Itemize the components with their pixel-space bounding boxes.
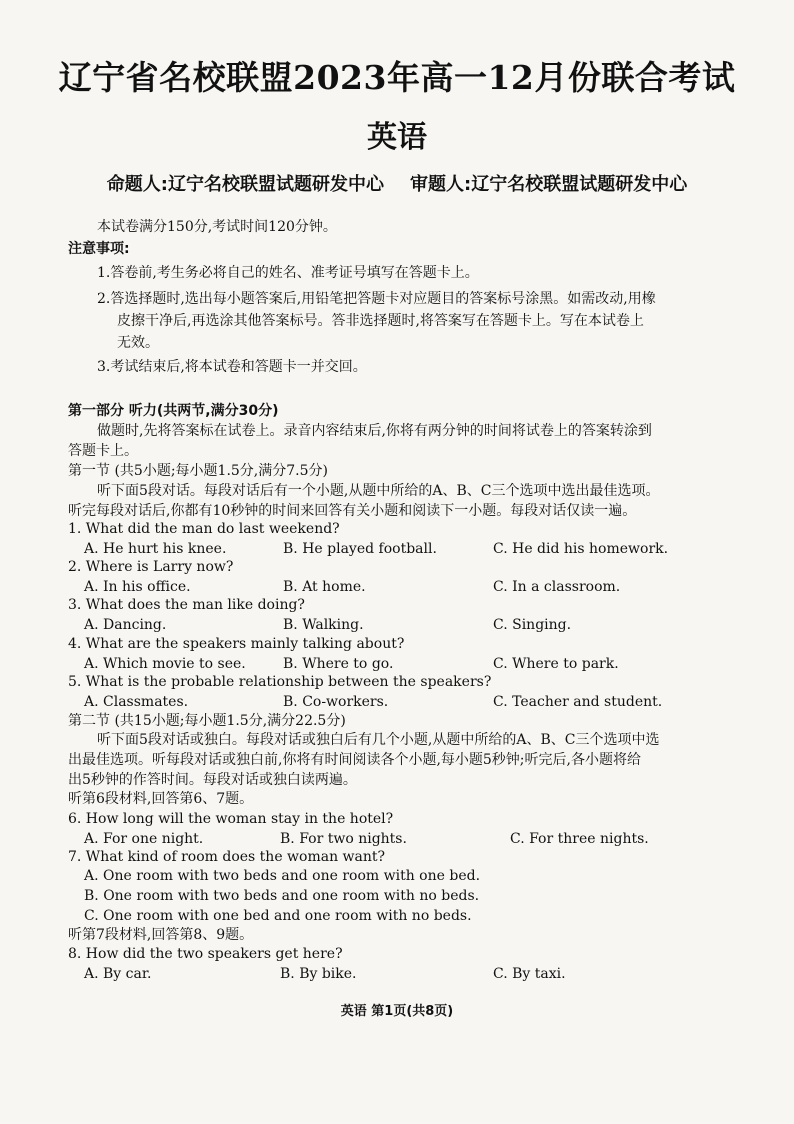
subject-title: 英语 bbox=[367, 120, 427, 155]
q6-option-c: C. For three nights. bbox=[510, 831, 649, 847]
q8-option-b: B. By bike. bbox=[280, 966, 357, 982]
material-6-label: 听第6段材料,回答第6、7题。 bbox=[68, 791, 254, 807]
q2-option-a: A. In his office. bbox=[84, 579, 191, 595]
q6-option-b: B. For two nights. bbox=[280, 831, 407, 847]
q5-option-b: B. Co-workers. bbox=[283, 694, 389, 710]
q4-option-a: A. Which movie to see. bbox=[84, 656, 246, 672]
q3-option-b: B. Walking. bbox=[283, 617, 364, 633]
part1-heading: 第一部分 听力(共两节,满分30分) bbox=[68, 403, 279, 419]
section1-instruction-cont: 听完每段对话后,你都有10秒钟的时间来回答有关小题和阅读下一小题。每段对话仅读一遍。 bbox=[68, 503, 637, 519]
q7-option-b: B. One room with two beds and one room with no beds. bbox=[84, 888, 480, 904]
notice-item-2: 2.答选择题时,选出每小题答案后,用铅笔把答题卡对应题目的答案标号涂黑。如需改动,用橡 bbox=[97, 291, 656, 307]
q8-option-c: C. By taxi. bbox=[493, 966, 566, 982]
q1-option-a: A. He hurt his knee. bbox=[84, 541, 227, 557]
question-4: 4. What are the speakers mainly talking about? bbox=[68, 636, 405, 652]
q8-option-a: A. By car. bbox=[84, 966, 152, 982]
material-7-label: 听第7段材料,回答第8、9题。 bbox=[68, 927, 254, 943]
author-label: 命题人:辽宁名校联盟试题研发中心 bbox=[106, 174, 384, 195]
intro-text: 本试卷满分150分,考试时间120分钟。 bbox=[97, 219, 337, 235]
section1-heading: 第一节 (共5小题;每小题1.5分,满分7.5分) bbox=[68, 463, 328, 479]
question-3: 3. What does the man like doing? bbox=[68, 597, 305, 613]
q6-option-a: A. For one night. bbox=[84, 831, 204, 847]
section2-heading: 第二节 (共15小题;每小题1.5分,满分22.5分) bbox=[68, 713, 346, 729]
notice-item-3: 3.考试结束后,将本试卷和答题卡一并交回。 bbox=[97, 359, 367, 375]
question-1: 1. What did the man do last weekend? bbox=[68, 521, 340, 537]
section2-instruction: 听下面5段对话或独白。每段对话或独白后有几个小题,从题中所给的A、B、C三个选项中选 bbox=[97, 732, 660, 748]
q4-option-c: C. Where to park. bbox=[493, 656, 619, 672]
q5-option-a: A. Classmates. bbox=[84, 694, 189, 710]
q4-option-b: B. Where to go. bbox=[283, 656, 394, 672]
q1-option-b: B. He played football. bbox=[283, 541, 437, 557]
part1-instruction: 做题时,先将答案标在试卷上。录音内容结束后,你将有两分钟的时间将试卷上的答案转涂到 bbox=[97, 423, 652, 439]
exam-title: 辽宁省名校联盟2023年高一12月份联合考试 bbox=[58, 58, 736, 97]
question-7: 7. What kind of room does the woman want? bbox=[68, 849, 386, 865]
question-6: 6. How long will the woman stay in the hotel? bbox=[68, 811, 394, 827]
q5-option-c: C. Teacher and student. bbox=[493, 694, 663, 710]
notice-heading: 注意事项: bbox=[68, 241, 130, 257]
q3-option-a: A. Dancing. bbox=[84, 617, 167, 633]
q7-option-c: C. One room with one bed and one room with no beds. bbox=[84, 908, 472, 924]
q1-option-c: C. He did his homework. bbox=[493, 541, 669, 557]
section1-instruction: 听下面5段对话。每段对话后有一个小题,从题中所给的A、B、C三个选项中选出最佳选项。 bbox=[97, 483, 660, 499]
q3-option-c: C. Singing. bbox=[493, 617, 572, 633]
question-8: 8. How did the two speakers get here? bbox=[68, 946, 343, 962]
reviewer-label: 审题人:辽宁名校联盟试题研发中心 bbox=[410, 174, 688, 195]
q7-option-a: A. One room with two beds and one room with one bed. bbox=[84, 868, 481, 884]
notice-item-1: 1.答卷前,考生务必将自己的姓名、准考证号填写在答题卡上。 bbox=[97, 265, 479, 281]
section2-instruction-end: 出5秒钟的作答时间。每段对话或独白读两遍。 bbox=[68, 772, 357, 788]
q2-option-c: C. In a classroom. bbox=[493, 579, 621, 595]
part1-instruction-cont: 答题卡上。 bbox=[68, 443, 138, 459]
question-2: 2. Where is Larry now? bbox=[68, 559, 234, 575]
notice-item-2-end: 无效。 bbox=[117, 335, 159, 351]
q2-option-b: B. At home. bbox=[283, 579, 366, 595]
authors-line bbox=[0, 170, 794, 196]
page-footer: 英语 第1页(共8页) bbox=[340, 1004, 454, 1019]
notice-item-2-cont: 皮擦干净后,再选涂其他答案标号。答非选择题时,将答案写在答题卡上。写在本试卷上 bbox=[117, 313, 644, 329]
section2-instruction-cont: 出最佳选项。听每段对话或独白前,你将有时间阅读各个小题,每小题5秒钟;听完后,各小题将给 bbox=[68, 752, 641, 768]
question-5: 5. What is the probable relationship between the speakers? bbox=[68, 674, 492, 690]
